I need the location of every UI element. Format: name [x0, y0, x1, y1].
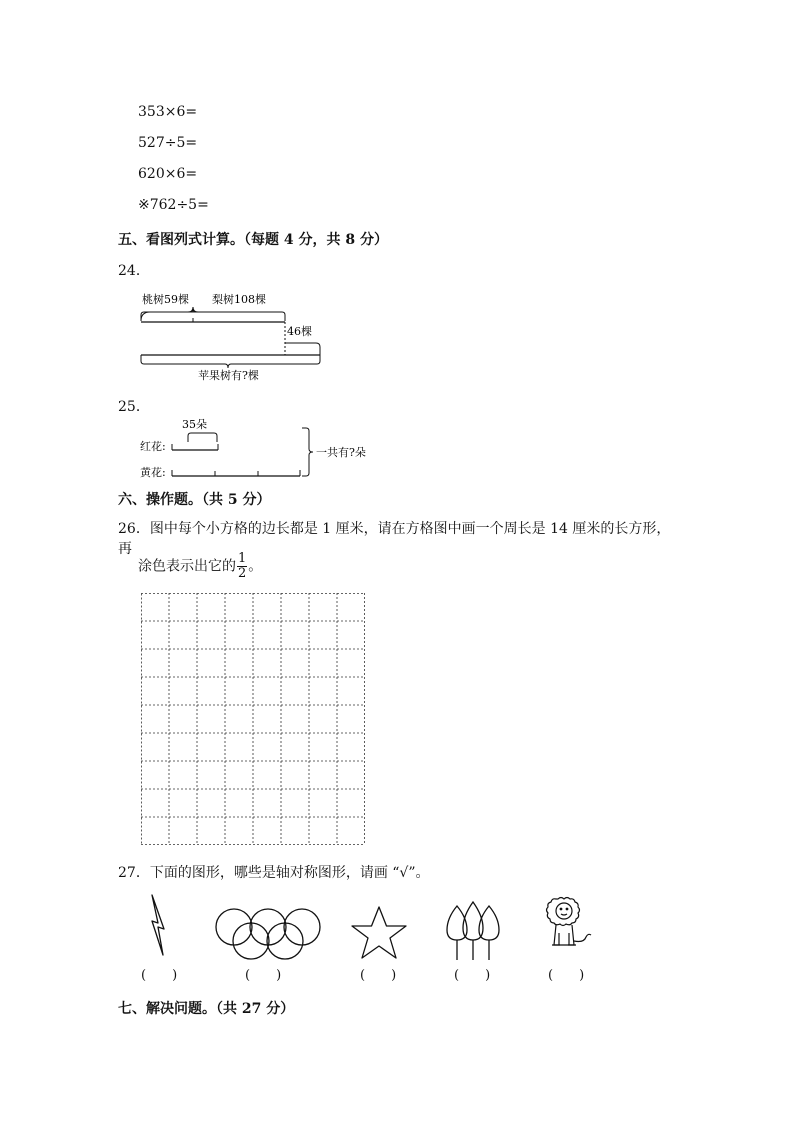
q24-label-pear: 梨树108棵 — [212, 293, 266, 306]
q27-paren-2[interactable]: ( ) — [245, 968, 282, 983]
q25-number: 25． — [118, 399, 150, 415]
section5-heading: 五、看图列式计算。（每题 4 分，共 8 分） — [118, 232, 388, 248]
q26-text2-suffix: 。 — [248, 558, 263, 575]
q26-frac-den: 2 — [238, 566, 247, 581]
q25-brace-total — [302, 428, 313, 476]
q26-text2-prefix: 涂色表示出它的 — [138, 558, 236, 575]
q26-fraction — [237, 552, 247, 581]
q24-brace-peach — [141, 307, 198, 321]
calc-item-2: 527÷5= — [138, 135, 198, 151]
calc-item-1: 353×6= — [138, 104, 198, 120]
q25-label-35: 35朵 — [182, 418, 207, 431]
q25-diagram — [138, 414, 388, 484]
q26-text-line2 — [138, 552, 262, 581]
q27-paren-4[interactable]: ( ) — [454, 968, 491, 983]
star-icon — [348, 905, 410, 961]
q24-label-diff: 46棵 — [287, 325, 312, 338]
section7-heading: 七、解决问题。（共 27 分） — [118, 1001, 295, 1017]
q27-paren-1[interactable]: ( ) — [141, 968, 178, 983]
q25-label-total: 一共有?朵 — [316, 446, 366, 459]
olympic-rings-icon — [212, 905, 324, 961]
q24-brace-apple — [141, 355, 320, 368]
q24-diagram — [130, 285, 360, 385]
q24-brace-diff — [285, 343, 320, 355]
q24-label-apple: 苹果树有?棵 — [198, 369, 259, 382]
calc-item-4: ※762÷5= — [138, 197, 209, 213]
calc-item-3: 620×6= — [138, 166, 198, 182]
q26-text: 26．图中每个小方格的边长都是 1 厘米，请在方格图中画一个周长是 14 厘米的长方形，再 — [118, 521, 671, 557]
q25-label-yellow: 黄花: — [140, 466, 166, 479]
q27-text: 27．下面的图形，哪些是轴对称图形，请画 “√”。 — [118, 865, 430, 881]
q25-brace-35 — [188, 433, 217, 442]
q25-label-red: 红花: — [140, 440, 166, 453]
lightning-icon — [146, 893, 172, 957]
q26-frac-num: 1 — [238, 551, 247, 566]
q24-brace-pear — [193, 309, 285, 321]
q24-number: 24． — [118, 263, 150, 279]
trees-icon — [443, 900, 505, 962]
section6-heading: 六、操作题。（共 5 分） — [118, 492, 271, 508]
q27-paren-3[interactable]: ( ) — [360, 968, 397, 983]
q24-label-peach: 桃树59棵 — [142, 293, 189, 306]
q27-paren-5[interactable]: ( ) — [548, 968, 585, 983]
lion-icon — [536, 895, 596, 961]
q26-grid[interactable] — [141, 593, 365, 845]
